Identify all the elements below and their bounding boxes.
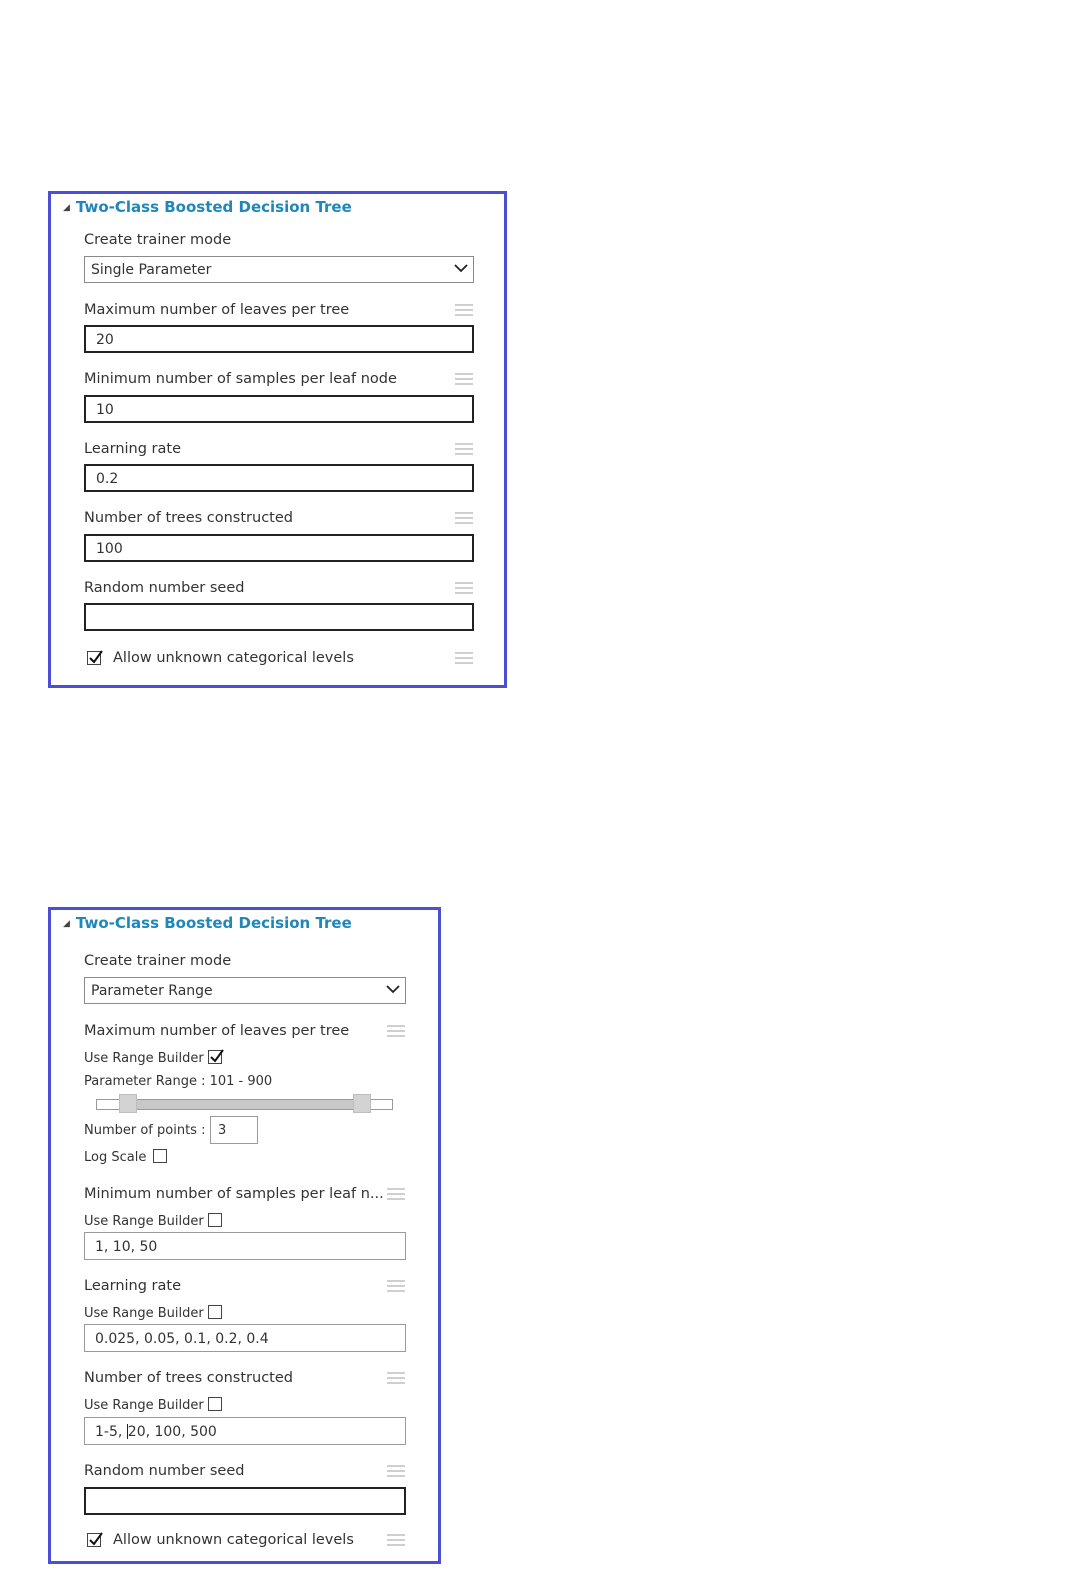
use-range-builder-label: Use Range Builder [84,1051,204,1066]
use-range-builder-label: Use Range Builder [84,1306,204,1321]
num-trees-text-before-caret: 1-5, [95,1424,127,1440]
range-slider-min-thumb[interactable] [119,1094,137,1113]
use-range-builder-label: Use Range Builder [84,1398,204,1413]
max-leaves-label: Maximum number of leaves per tree [84,302,350,318]
collapse-triangle-icon[interactable]: ◢ [63,203,70,213]
min-samples-range-builder-checkbox[interactable] [208,1213,222,1227]
parameters-panel-single [48,191,507,688]
drag-handle-icon[interactable] [387,1188,405,1201]
range-slider-track[interactable] [96,1099,393,1110]
drag-handle-icon[interactable] [455,512,473,525]
seed-label: Random number seed [84,580,245,596]
drag-handle-icon[interactable] [387,1025,405,1038]
trainer-mode-label: Create trainer mode [84,953,232,969]
num-trees-label: Number of trees constructed [84,1370,293,1386]
text-caret [127,1424,128,1439]
section-header[interactable] [63,914,352,932]
log-scale-label: Log Scale [84,1150,147,1165]
drag-handle-icon[interactable] [455,304,473,317]
seed-input[interactable] [84,603,474,631]
trainer-mode-value: Single Parameter [91,262,212,278]
num-points-input[interactable]: 3 [210,1116,258,1144]
checkmark-icon [88,649,104,665]
drag-handle-icon[interactable] [387,1280,405,1293]
range-slider-fill [127,1100,363,1109]
seed-input[interactable] [84,1487,406,1515]
chevron-down-icon [453,260,469,276]
learning-rate-label: Learning rate [84,1278,182,1294]
drag-handle-icon[interactable] [387,1465,405,1478]
min-samples-label: Minimum number of samples per leaf n... [84,1186,384,1202]
learning-rate-input[interactable]: 0.2 [84,464,474,492]
allow-unknown-checkbox[interactable] [87,1533,101,1547]
trainer-mode-value: Parameter Range [91,983,213,999]
learning-rate-label: Learning rate [84,441,182,457]
drag-handle-icon[interactable] [455,373,473,386]
use-range-builder-label: Use Range Builder [84,1214,204,1229]
max-leaves-range-builder-checkbox[interactable] [208,1050,222,1064]
trainer-mode-select[interactable] [84,977,406,1004]
num-trees-input[interactable]: 100 [84,534,474,562]
learning-rate-range-builder-checkbox[interactable] [208,1305,222,1319]
drag-handle-icon[interactable] [455,582,473,595]
drag-handle-icon[interactable] [387,1372,405,1385]
num-trees-label: Number of trees constructed [84,510,293,526]
checkmark-icon [88,1531,104,1547]
allow-unknown-label: Allow unknown categorical levels [113,1532,354,1548]
num-points-label: Number of points : [84,1123,206,1138]
parameter-range-label: Parameter Range : 101 - 900 [84,1074,273,1089]
min-samples-label: Minimum number of samples per leaf node [84,371,397,387]
checkmark-icon [209,1048,225,1064]
trainer-mode-label: Create trainer mode [84,232,232,248]
max-leaves-input[interactable]: 20 [84,325,474,353]
seed-label: Random number seed [84,1463,245,1479]
section-title: Two-Class Boosted Decision Tree [75,914,352,932]
num-trees-text-after-caret: 20, 100, 500 [127,1424,217,1440]
range-slider-max-thumb[interactable] [353,1094,371,1113]
parameters-panel-range [48,907,441,1564]
drag-handle-icon[interactable] [455,652,473,665]
drag-handle-icon[interactable] [455,443,473,456]
min-samples-input[interactable]: 1, 10, 50 [84,1232,406,1260]
learning-rate-input[interactable]: 0.025, 0.05, 0.1, 0.2, 0.4 [84,1324,406,1352]
num-trees-range-builder-checkbox[interactable] [208,1397,222,1411]
log-scale-checkbox[interactable] [153,1149,167,1163]
drag-handle-icon[interactable] [387,1534,405,1547]
num-trees-input[interactable] [84,1417,406,1445]
chevron-down-icon [385,981,401,997]
section-header[interactable] [63,198,352,216]
min-samples-input[interactable]: 10 [84,395,474,423]
trainer-mode-select[interactable] [84,256,474,283]
section-title: Two-Class Boosted Decision Tree [75,198,352,216]
allow-unknown-checkbox[interactable] [87,651,101,665]
allow-unknown-label: Allow unknown categorical levels [113,650,354,666]
collapse-triangle-icon[interactable]: ◢ [63,919,70,929]
max-leaves-label: Maximum number of leaves per tree [84,1023,350,1039]
